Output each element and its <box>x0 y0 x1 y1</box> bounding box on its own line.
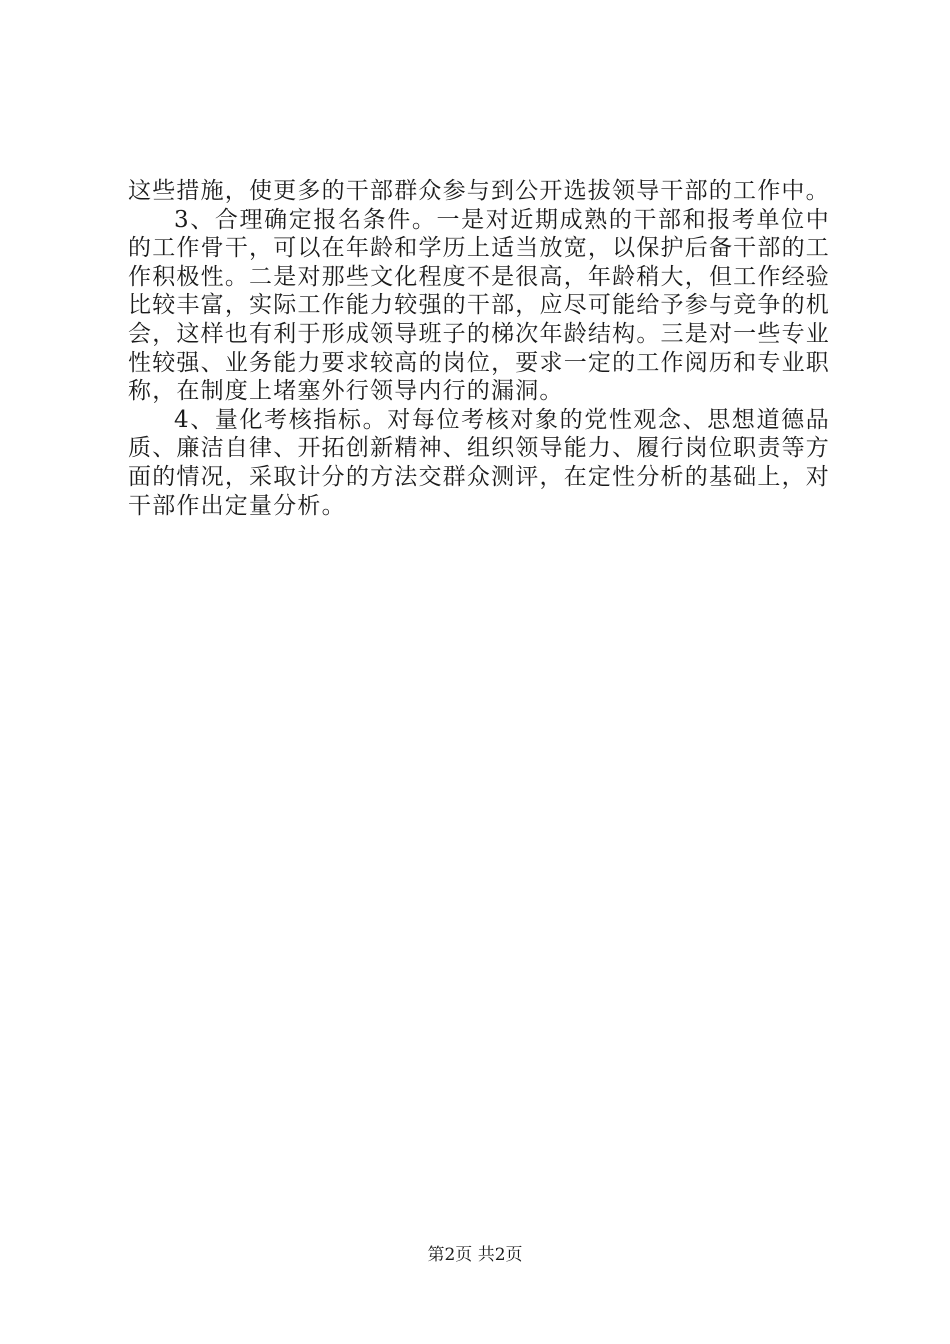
page-number-label: 第2页 共2页 <box>427 1245 523 1265</box>
paragraph-continuation: 这些措施，使更多的干部群众参与到公开选拔领导干部的工作中。 <box>128 178 830 204</box>
paragraph-point-4: 4、量化考核指标。对每位考核对象的党性观念、思想道德品质、廉洁自律、开拓创新精神、组织领导能力、履行岗位职责等方面的情况，采取计分的方法交群众测评，在定性分析的基础上，对干部作出定量分析。 <box>128 406 830 519</box>
page-footer <box>0 1244 950 1266</box>
paragraph-point-3: 3、合理确定报名条件。一是对近期成熟的干部和报考单位中的工作骨干，可以在年龄和学历上适当放宽，以保护后备干部的工作积极性。二是对那些文化程度不是很高，年龄稍大，但工作经验比较丰富，实际工作能力较强的干部，应尽可能给予参与竞争的机会，这样也有利于形成领导班子的梯次年龄结构。三是对一些专业性较强、业务能力要求较高的岗位，要求一定的工作阅历和专业职称，在制度上堵塞外行领导内行的漏洞。 <box>128 206 830 405</box>
document-body <box>128 177 830 520</box>
